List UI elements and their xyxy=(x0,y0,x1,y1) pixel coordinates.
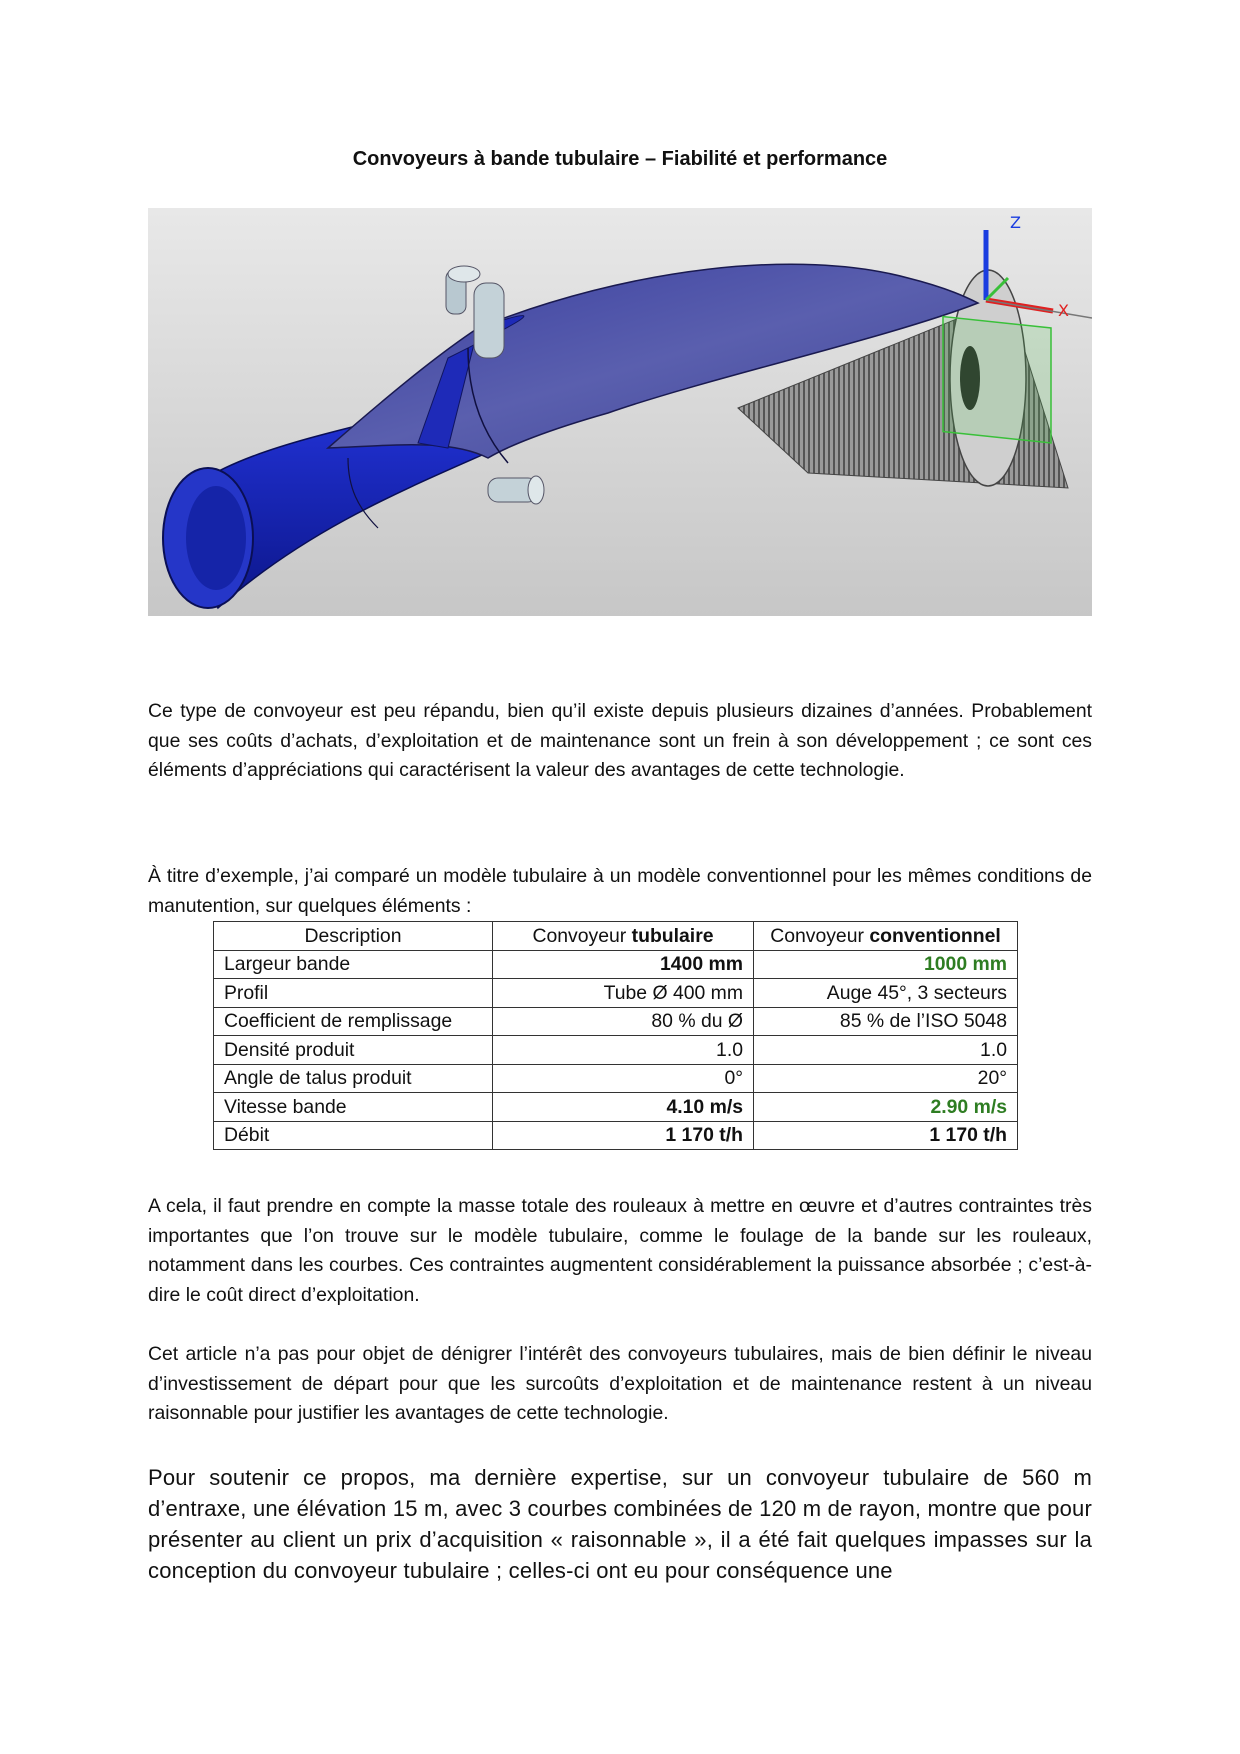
header-tubular-bold: tubulaire xyxy=(631,924,714,947)
header-conventional-bold: conventionnel xyxy=(869,924,1001,947)
row-conventional-value: 1.0 xyxy=(754,1036,1018,1065)
comparison-table xyxy=(213,921,1018,1150)
x-axis-label: X xyxy=(1058,301,1069,320)
constraints-paragraph: A cela, il faut prendre en compte la masse totale des rouleaux à mettre en œuvre et d’autres contraintes très importantes que l’on trouve sur le modèle tubulaire, comme le foulage de la bande sur les rouleaux, notamment dans les courbes. Ces contraintes augmentent considérablement la puissance absorbée ; c’est-à-dire le coût direct d’exploitation. xyxy=(148,1195,1092,1306)
row-label: Débit xyxy=(214,1121,493,1150)
table-row xyxy=(214,1121,1018,1150)
row-label: Coefficient de remplissage xyxy=(214,1007,493,1036)
header-tubular xyxy=(493,922,754,951)
table-row xyxy=(214,950,1018,979)
row-label: Angle de talus produit xyxy=(214,1064,493,1093)
conveyor-3d-illustration xyxy=(148,208,1092,616)
header-tubular-prefix: Convoyeur xyxy=(532,924,632,947)
table-row xyxy=(214,979,1018,1008)
row-tubular-value: 1400 mm xyxy=(493,950,754,979)
article-purpose-paragraph: Cet article n’a pas pour objet de dénigrer l’intérêt des convoyeurs tubulaires, mais de bien définir le niveau d’investissement de départ pour que les surcoûts d’exploitation et de maintenance restent à un niveau raisonnable pour justifier les avantages de cette technologie. xyxy=(148,1343,1092,1424)
row-conventional-value: Auge 45°, 3 secteurs xyxy=(754,979,1018,1008)
row-label: Vitesse bande xyxy=(214,1093,493,1122)
intro-paragraph: Ce type de convoyeur est peu répandu, bien qu’il existe depuis plusieurs dizaines d’années. Probablement que ses coûts d’achats, d’exploitation et de maintenance sont un frein à son développement ; ce sont ces éléments d’appréciations qui caractérisent la valeur des avantages de cette technologie. xyxy=(148,700,1092,781)
row-tubular-value: Tube Ø 400 mm xyxy=(493,979,754,1008)
expertise-paragraph: Pour soutenir ce propos, ma dernière expertise, sur un convoyeur tubulaire de 560 m d’entraxe, une élévation 15 m, avec 3 courbes combinées de 120 m de rayon, montre que pour présenter au client un prix d’acquisition « raisonnable », il a été fait quelques impasses sur la conception du convoyeur tubulaire ; celles-ci ont eu pour conséquence une xyxy=(148,1465,1092,1583)
row-conventional-value: 2.90 m/s xyxy=(754,1093,1018,1122)
row-label: Largeur bande xyxy=(214,950,493,979)
row-tubular-value: 0° xyxy=(493,1064,754,1093)
header-description: Description xyxy=(214,922,493,951)
table-row xyxy=(214,1036,1018,1065)
row-label: Profil xyxy=(214,979,493,1008)
axes-gizmo xyxy=(943,213,1092,443)
row-tubular-value: 1.0 xyxy=(493,1036,754,1065)
z-axis-label: Z xyxy=(1010,213,1021,232)
comparison-intro-paragraph: À titre d’exemple, j’ai comparé un modèle tubulaire à un modèle conventionnel pour les mêmes conditions de manutention, sur quelques éléments : xyxy=(148,865,1092,917)
row-conventional-value: 1000 mm xyxy=(754,950,1018,979)
row-tubular-value: 4.10 m/s xyxy=(493,1093,754,1122)
row-label: Densité produit xyxy=(214,1036,493,1065)
table-row xyxy=(214,1064,1018,1093)
table-header-row xyxy=(214,922,1018,951)
row-conventional-value: 20° xyxy=(754,1064,1018,1093)
row-tubular-value: 80 % du Ø xyxy=(493,1007,754,1036)
row-conventional-value: 1 170 t/h xyxy=(754,1121,1018,1150)
row-tubular-value: 1 170 t/h xyxy=(493,1121,754,1150)
header-conventional-prefix: Convoyeur xyxy=(770,924,870,947)
tube-section xyxy=(163,423,498,608)
header-conventional xyxy=(754,922,1018,951)
document-title: Convoyeurs à bande tubulaire – Fiabilité et performance xyxy=(352,148,888,170)
conveyor-3d-figure xyxy=(148,208,1092,616)
row-conventional-value: 85 % de l’ISO 5048 xyxy=(754,1007,1018,1036)
table-row xyxy=(214,1093,1018,1122)
table-row xyxy=(214,1007,1018,1036)
